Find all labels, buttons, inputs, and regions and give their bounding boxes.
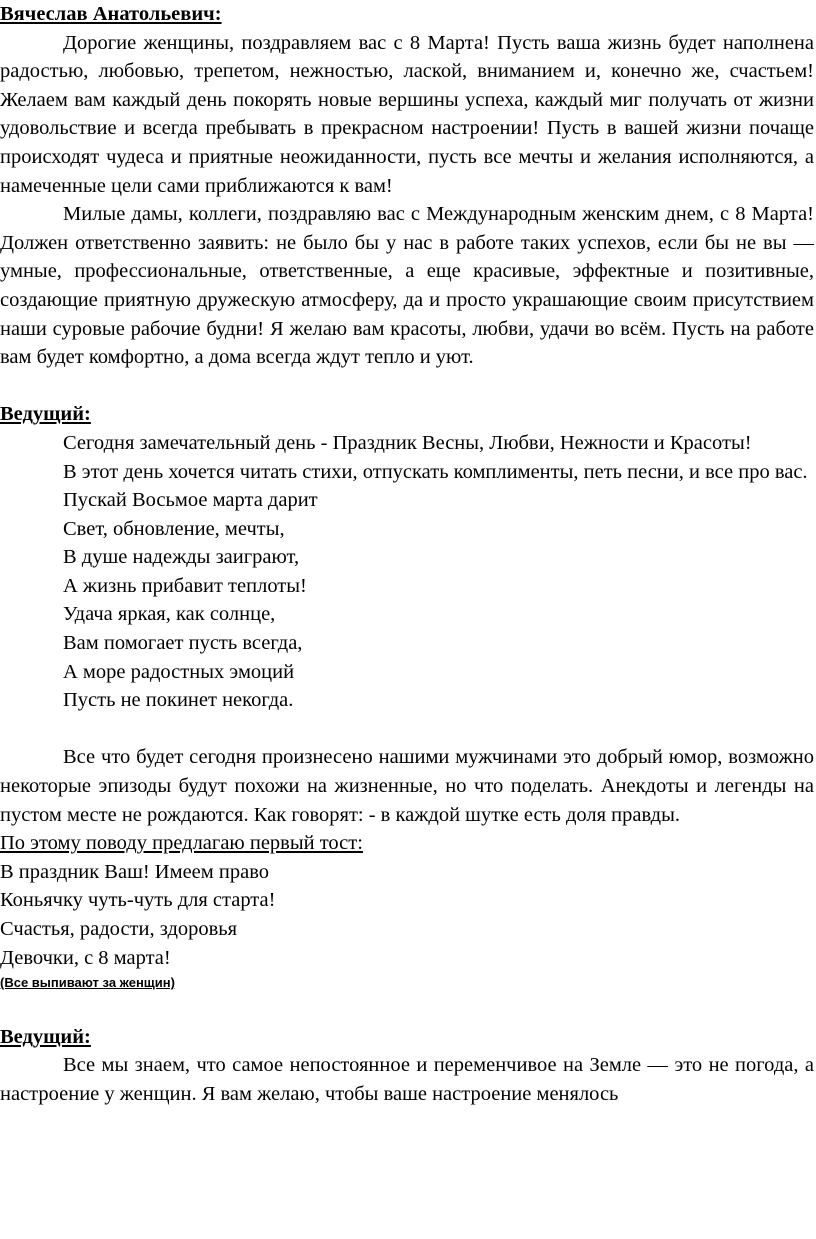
poem-line: А море радостных эмоций bbox=[63, 660, 295, 683]
toast-line: В праздник Ваш! Имеем право bbox=[0, 860, 269, 883]
speaker-heading: Вячеслав Анатольевич: bbox=[0, 3, 222, 25]
toast-verse bbox=[0, 858, 814, 972]
blank-line bbox=[0, 994, 814, 1023]
toast-line: Девочки, с 8 марта! bbox=[0, 946, 171, 969]
speaker-heading: Ведущий: bbox=[0, 1025, 91, 1048]
paragraph: Все мы знаем, что самое непостоянное и переменчивое на Земле — это не погода, а настроение у женщин. Я вам желаю, чтобы ваше настроение менялось bbox=[0, 1054, 814, 1105]
poem-line: В душе надежды заиграют, bbox=[63, 546, 300, 569]
poem-line: Удача яркая, как солнце, bbox=[63, 603, 276, 626]
paragraph: Милые дамы, коллеги, поздравляю вас с Международным женским днем, с 8 Марта! Должен ответственно заявить: не было бы у нас в работе таких успехов, если бы не вы — умные, профессиональные, ответственные, а еще красивые, эффектные и позитивные, создающие приятную дружескую атмосферу, да и просто украшающие своим присутствием наши суровые рабочие будни! Я желаю вам красоты, любви, удачи во всём. Пусть на работе вам будет комфортно, а дома всегда ждут тепло и уют. bbox=[0, 203, 814, 369]
poem bbox=[0, 486, 814, 715]
poem-line: Вам помогает пусть всегда, bbox=[63, 632, 303, 655]
poem-line: Пусть не покинет некогда. bbox=[63, 689, 294, 712]
blank-line bbox=[0, 372, 814, 401]
stage-direction: (Все выпивают за женщин) bbox=[0, 975, 175, 991]
poem-line: А жизнь прибавит теплоты! bbox=[63, 574, 307, 597]
speaker-heading: Ведущий: bbox=[0, 403, 91, 426]
paragraph: Все что будет сегодня произнесено нашими мужчинами это добрый юмор, возможно некоторые эпизоды будут похожи на жизненные, но что поделать. Анекдоты и легенды на пустом месте не рождаются. Как говорят: - в каждой шутке есть доля правды. bbox=[0, 746, 814, 826]
poem-line: Свет, обновление, мечты, bbox=[63, 517, 285, 540]
blank-line bbox=[0, 715, 814, 744]
toast-line: Счастья, радости, здоровья bbox=[0, 918, 238, 940]
paragraph: В этот день хочется читать стихи, отпускать комплименты, петь песни, и все про вас. bbox=[63, 460, 808, 483]
toast-intro: По этому поводу предлагаю первый тост: bbox=[0, 832, 363, 855]
paragraph: Сегодня замечательный день - Праздник Весны, Любви, Нежности и Красоты! bbox=[63, 431, 752, 454]
paragraph: Дорогие женщины, поздравляем вас с 8 Марта! Пусть ваша жизнь будет наполнена радостью, любовью, трепетом, нежностью, лаской, вниманием и, конечно же, счастьем! Желаем вам каждый день покорять новые вершины успеха, каждый миг получать от жизни удовольствие и всегда пребывать в прекрасном настроении! Пусть в вашей жизни почаще происходят чудеса и приятные неожиданности, пусть все мечты и желания исполняются, а намеченные цели сами приближаются к вам! bbox=[0, 31, 814, 197]
toast-line: Коньячку чуть-чуть для старта! bbox=[0, 889, 276, 912]
poem-line: Пускай Восьмое марта дарит bbox=[63, 489, 318, 512]
